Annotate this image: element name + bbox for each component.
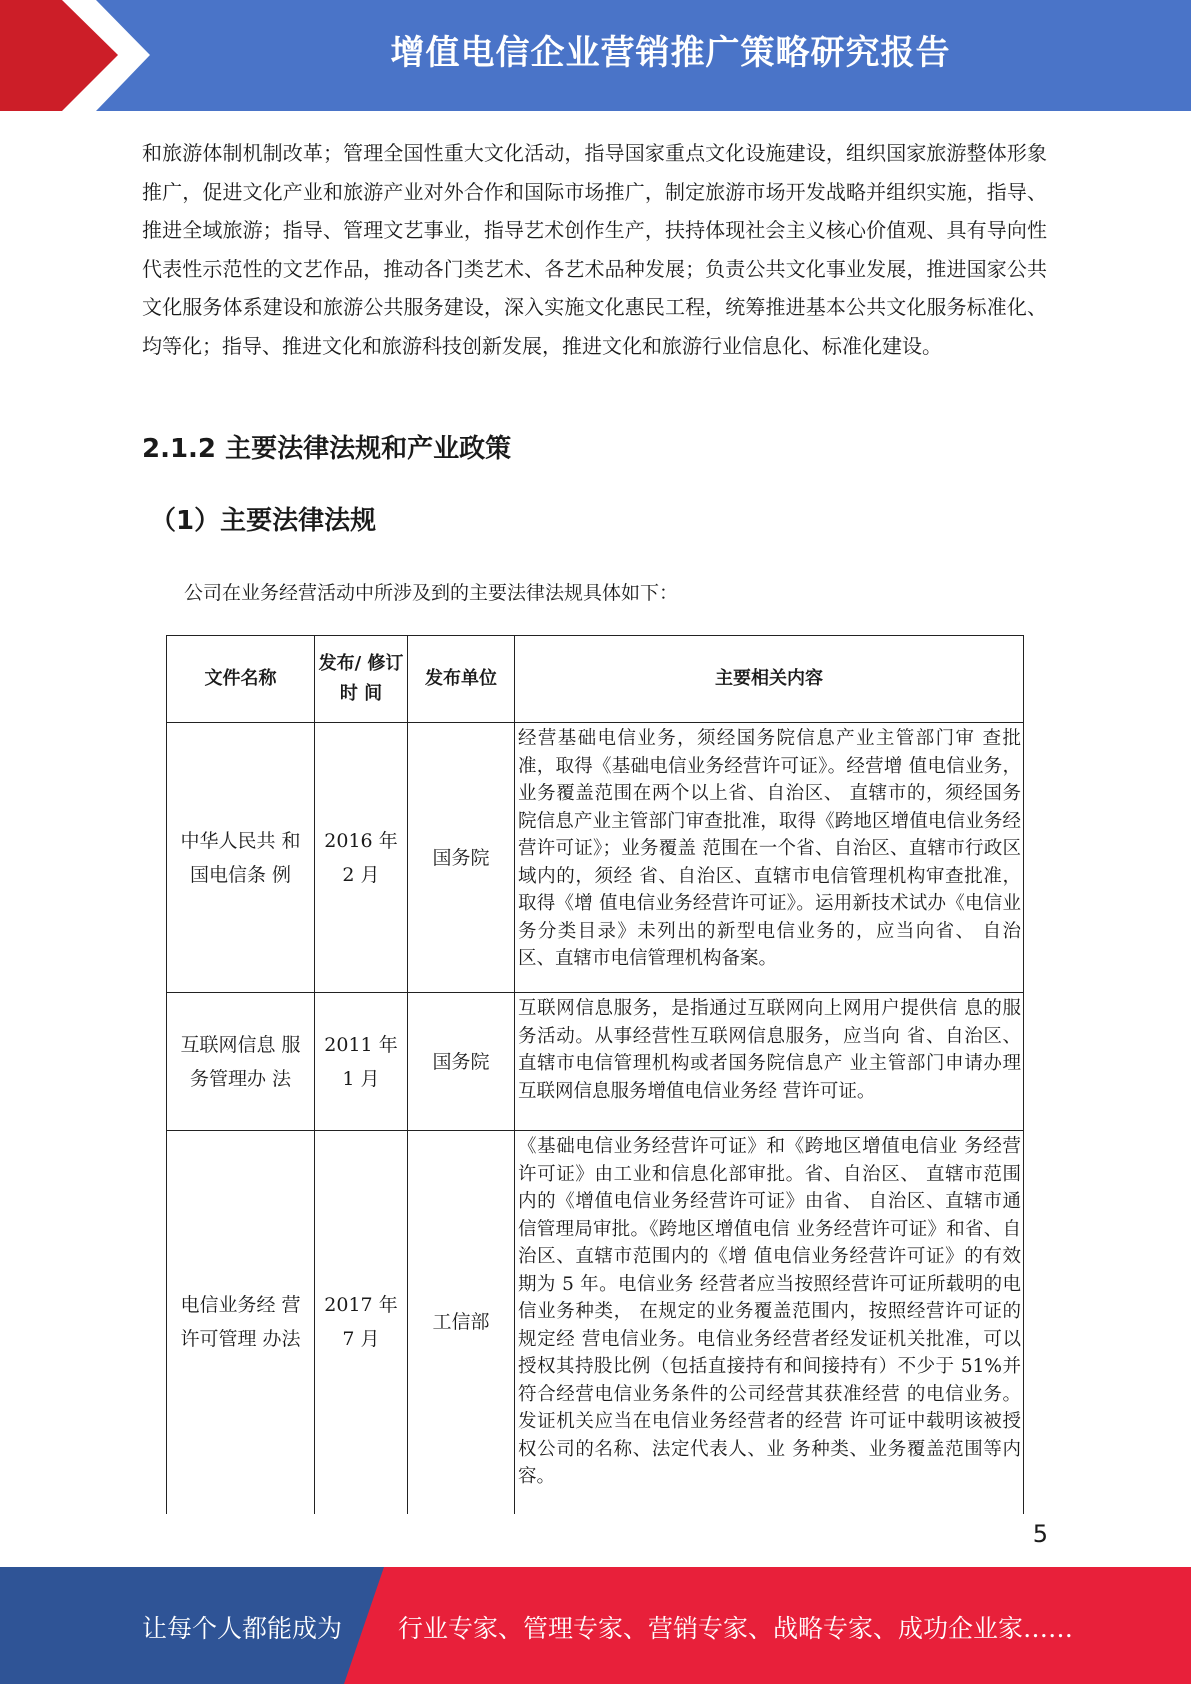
section-heading: 2.1.2 主要法律法规和产业政策 [142,434,512,464]
cell-publish-date: 2011 年 1 月 [315,993,408,1131]
cell-issuer: 工信部 [408,1131,515,1514]
table-header-row [167,636,1024,723]
header-arrow-decoration [0,0,160,111]
footer-slogan-left: 让每个人都能成为 [142,1614,343,1643]
cell-publish-date: 2017 年 7 月 [315,1131,408,1514]
footer-slogan-right: 行业专家、管理专家、营销专家、战略专家、成功企业家…… [398,1614,1074,1643]
cell-document-name: 电信业务经 营许可管理 办法 [167,1131,315,1514]
cell-issuer: 国务院 [408,993,515,1131]
header-publish-date: 发布/ 修订时 间 [315,636,408,723]
table-row [167,723,1024,993]
cell-document-name: 互联网信息 服务管理办 法 [167,993,315,1131]
cell-content: 互联网信息服务，是指通过互联网向上网用户提供信 息的服务活动。从事经营性互联网信息服务，应当向 省、自治区、直辖市电信管理机构或者国务院信息产 业主管部门申请办理互联网信息服务增值电信业务经 营许可证。 [515,993,1024,1131]
page-number: 5 [1032,1520,1048,1548]
table-row [167,1131,1024,1514]
cell-content: 经营基础电信业务，须经国务院信息产业主管部门审 查批准，取得《基础电信业务经营许可证》。经营增 值电信业务，业务覆盖范围在两个以上省、自治区、 直辖市的，须经国务院信息产业主管部门审查批准，取得《跨地区增值电信业务经营许可证》；业务覆盖 范围在一个省、自治区、直辖市行政区域内的，须经 省、自治区、直辖市电信管理机构审查批准，取得《增 值电信业务经营许可证》。运用新技术试办《电信业 务分类目录》未列出的新型电信业务的，应当向省、 自治区、直辖市电信管理机构备案。 [515,723,1024,993]
cell-publish-date: 2016 年 2 月 [315,723,408,993]
cell-document-name: 中华人民共 和国电信条 例 [167,723,315,993]
cell-issuer: 国务院 [408,723,515,993]
header-issuer: 发布单位 [408,636,515,723]
report-title: 增值电信企业营销推广策略研究报告 [390,33,951,73]
header-main-content: 主要相关内容 [515,636,1024,723]
intro-text: 公司在业务经营活动中所涉及到的主要法律法规具体如下： [184,582,679,604]
table-row [167,993,1024,1131]
page-footer [0,1567,1191,1684]
subsection-heading: （1）主要法律法规 [150,506,377,536]
regulations-table [166,635,1024,1514]
body-paragraph: 和旅游体制机制改革；管理全国性重大文化活动，指导国家重点文化设施建设，组织国家旅游整体形象推广，促进文化产业和旅游产业对外合作和国际市场推广，制定旅游市场开发战略并组织实施，指导、推进全域旅游；指导、管理文艺事业，指导艺术创作生产，扶持体现社会主义核心价值观、具有导向性代表性示范性的文艺作品，推动各门类艺术、各艺术品种发展；负责公共文化事业发展，推进国家公共文化服务体系建设和旅游公共服务建设，深入实施文化惠民工程，统筹推进基本公共文化服务标准化、均等化；指导、推进文化和旅游科技创新发展，推进文化和旅游行业信息化、标准化建设。 [142,141,1047,358]
cell-content: 《基础电信业务经营许可证》和《跨地区增值电信业 务经营许可证》由工业和信息化部审批。省、自治区、 直辖市范围内的《增值电信业务经营许可证》由省、 自治区、直辖市通信管理局审批。《跨地区增值电信 业务经营许可证》和省、自治区、直辖市范围内的《增 值电信业务经营许可证》的有效期为 5 年。电信业务 经营者应当按照经营许可证所载明的电信业务种类， 在规定的业务覆盖范围内，按照经营许可证的规定经 营电信业务。电信业务经营者经发证机关批准，可以 授权其持股比例（包括直接持有和间接持有）不少于 51%并符合经营电信业务条件的公司经营其获准经营 的电信业务。发证机关应当在电信业务经营者的经营 许可证中载明该被授权公司的名称、法定代表人、业 务种类、业务覆盖范围等内容。 [515,1131,1024,1514]
header-document-name: 文件名称 [167,636,315,723]
page-header [0,0,1191,111]
